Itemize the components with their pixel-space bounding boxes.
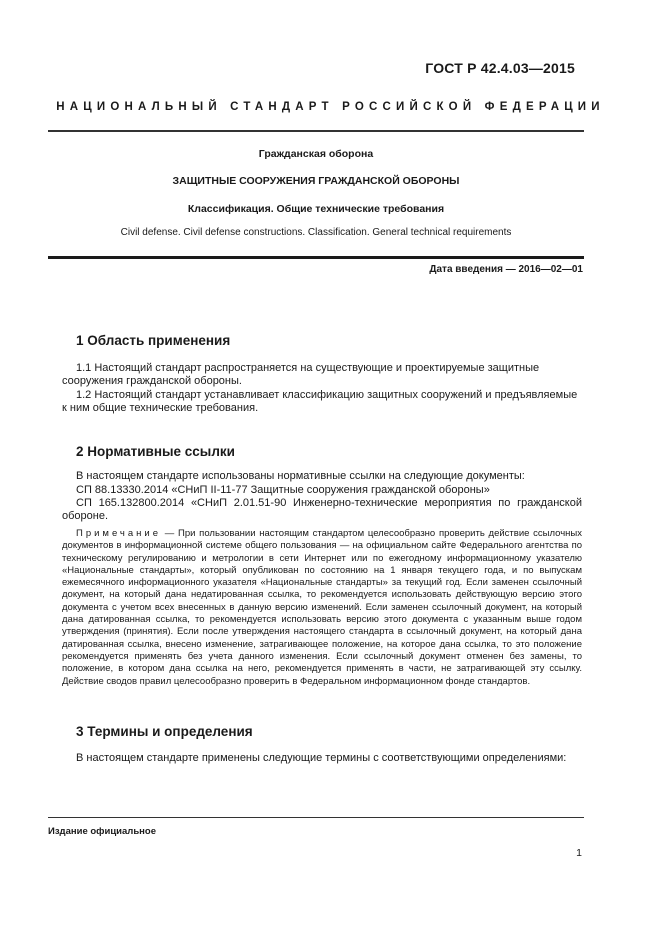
paragraph-1-1: 1.1 Настоящий стандарт распространяется на существующие и проектируемые защитные сооружения гражданской обороны. — [62, 362, 540, 388]
references-intro: В настоящем стандарте использованы нормативные ссылки на следующие документы: — [76, 470, 525, 482]
official-edition-label: Издание официальное — [48, 826, 156, 837]
section-3-heading: 3 Термины и определения — [76, 724, 253, 739]
national-standard-title: НАЦИОНАЛЬНЫЙ СТАНДАРТ РОССИЙСКОЙ ФЕДЕРАЦИИ — [56, 101, 605, 113]
footer-divider — [48, 817, 584, 818]
page-number: 1 — [576, 847, 582, 859]
subject-line: Гражданская оборона — [258, 148, 374, 160]
document-number: ГОСТ Р 42.4.03—2015 — [425, 60, 575, 76]
paragraph-1-2: 1.2 Настоящий стандарт устанавливает классификацию защитных сооружений и предъявляемые к ним общие технические требования. — [62, 389, 578, 415]
english-title: Civil defense. Civil defense constructions. Classification. General technical requirements — [120, 227, 512, 238]
header-divider — [48, 130, 584, 132]
reference-sp-88: СП 88.13330.2014 «СНиП II-11-77 Защитные сооружения гражданской обороны» — [76, 484, 490, 496]
title-divider — [48, 256, 584, 259]
section-2-heading: 2 Нормативные ссылки — [76, 444, 235, 459]
note-label: Примечание — [76, 528, 161, 539]
note-block — [62, 528, 582, 688]
note-text: — При пользовании настоящим стандартом целесообразно проверить действие ссылочных документов в информационной системе общего пользования — на официальном сайте Федерального агентства по техническому регулированию и метрологии в сети Интернет или по ежегодному информационному указателю «Национальные стандарты», который опубликован по состоянию на 1 января текущего года, и по выпускам ежемесячного информационного указателя «Национальные стандарты» за текущий год. Если заменен ссылочный документ, на который дана недатированная ссылка, то рекомендуется использовать действующую версию этого документа с учетом всех внесенных в данную версию изменений. Если заменен ссылочный документ, на который дана датированная ссылка, то рекомендуется использовать версию этого документа с указанным выше годом утверждения (принятия). Если после утверждения настоящего стандарта в ссылочный документ, на который дана датированная ссылка, внесено изменение, затрагивающее положение, на которое дана ссылка, то это положение рекомендуется применять без учета данного изменения. Если ссылочный документ отменен без замены, то положение, в котором дана ссылка на него, рекомендуется применять в части, не затрагивающей эту ссылку. Действие сводов правил целесообразно проверить в Федеральном информационном фонде стандартов. — [62, 528, 582, 687]
document-title: ЗАЩИТНЫЕ СООРУЖЕНИЯ ГРАЖДАНСКОЙ ОБОРОНЫ — [172, 175, 460, 187]
introduction-date: Дата введения — 2016—02—01 — [429, 264, 583, 275]
section-1-heading: 1 Область применения — [76, 333, 231, 348]
document-subtitle: Классификация. Общие технические требования — [187, 203, 445, 215]
terms-intro: В настоящем стандарте применены следующие термины с соответствующими определениями: — [76, 752, 567, 764]
reference-sp-165: СП 165.132800.2014 «СНиП 2.01.51-90 Инженерно-технические мероприятия по гражданской обороне. — [62, 497, 582, 523]
